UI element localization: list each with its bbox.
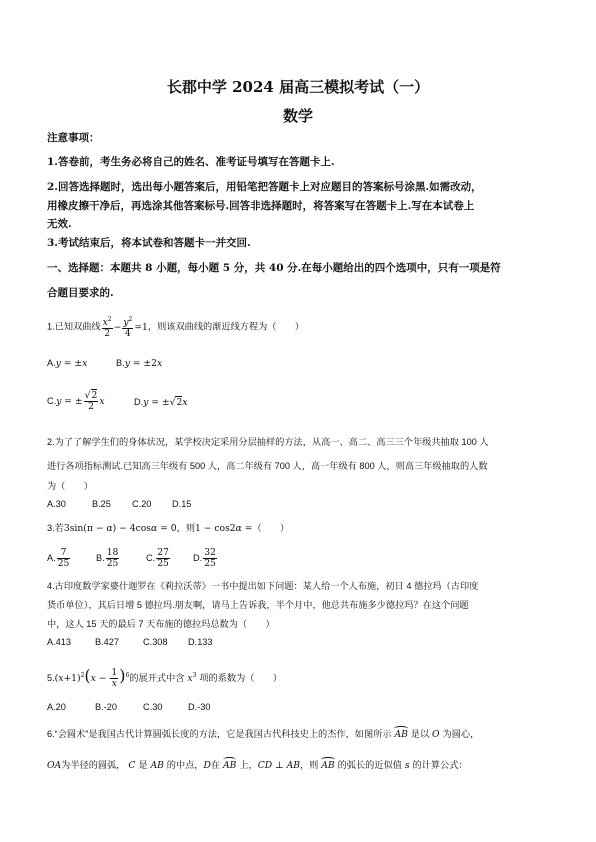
question-3: 3.若3sin(π − α) − 4cosα = 0，则1 − cos2α =（ ） — [47, 523, 290, 534]
notice-item: 2.回答选择题时，选出每小题答案后，用铅笔把答题卡上对应题目的答案标号涂黑.如需改动， — [47, 181, 482, 193]
q5-option-c: C.30 — [143, 702, 163, 712]
q2-option-a: A.30 — [47, 499, 66, 509]
notice-item: 1.答卷前，考生务必将自己的姓名、准考证号填写在答题卡上. — [47, 156, 335, 168]
q3-option-d: D. $\frac{32}{25}$ — [193, 547, 216, 569]
question-2-line: 2.为了了解学生们的身体状况，某学校决定采用分层抽样的方法，从高一、高二、高三三个年级共抽取 100 人 — [47, 437, 489, 447]
question-4-line: 货币单位），其后日增 5 德拉玛.朋友啊，请马上告诉我，半个月中，他总共布施多少德拉玛？在这个问题 — [47, 600, 469, 610]
question-4-line: 中，这人 15 天的最后 7 天布施的德拉玛总数为（ ） — [47, 619, 275, 629]
q1-option-b: B.y = ±2x — [116, 358, 163, 369]
q3-option-a: A. $\frac{7}{25}$ — [47, 547, 70, 569]
q5-option-b: B.-20 — [95, 702, 117, 712]
question-6-line2: OA为半径的圆弧， C 是 AB 的中点，D在 AB 上，CD ⊥ AB，则 AB 的弧长的近似值 s 的计算公式： — [47, 760, 468, 771]
q5-option-d: D.-30 — [188, 702, 211, 712]
section-heading: 一、选择题：本题共 8 小题，每小题 5 分，共 40 分.在每小题给出的四个选项中，只有一项是符 — [47, 262, 501, 274]
q3-option-c: C. $\frac{27}{25}$ — [146, 547, 169, 569]
question-1-prefix: 1.已知双曲线 — [47, 321, 101, 332]
notice-item: 用橡皮擦干净后，再选涂其他答案标号.回答非选择题时，将答案写在答题卡上.写在本试卷上 — [47, 200, 475, 212]
q2-option-c: C.20 — [132, 499, 152, 509]
q3-option-b: B. $\frac{18}{25}$ — [96, 547, 119, 569]
question-5: $5.(x+1)^2(x$ − $\frac{1}{x}$ )$^6$的展开式中含 $x^3$ 项的系数为（ ） — [47, 666, 283, 689]
q1-option-a: A.y = ±x — [47, 358, 88, 369]
question-2-line: 为（ ） — [47, 481, 93, 491]
q4-option-c: C.308 — [143, 637, 168, 647]
notice-item: 无效. — [47, 218, 72, 230]
notice-item: 3.考试结束后，将本试卷和答题卡一并交回. — [47, 237, 251, 249]
q3-formula: 3sin(π − α) − 4cosα = 0 — [63, 523, 177, 534]
question-1 — [47, 315, 304, 339]
question-1-suffix: ，则该双曲线的渐近线方程为（ ） — [147, 321, 305, 332]
question-6-line1: 6.“会圆术”是我国古代计算圆弧长度的方法，它是我国古代科技史上的杰作，如图所示 AB 是以 O 为圆心， — [47, 729, 480, 740]
q2-option-b: B.25 — [92, 499, 111, 509]
q4-option-b: B.427 — [95, 637, 120, 647]
question-2-line: 进行各项指标测试.已知高三年级有 500 人，高二年级有 700 人，高一年级有 800 人，则高三年级抽取的人数 — [47, 461, 488, 471]
q1-formula: $\frac{x^2}{2}$ − $\frac{y^2}{4}$ =1 — [102, 316, 148, 340]
q5-formula: $(x+1)^2(x$ − $\frac{1}{x}$ )$^6$ — [54, 666, 130, 689]
section-heading-cont: 合题目要求的. — [47, 287, 114, 299]
q5-option-a: A.20 — [47, 702, 66, 712]
page-title: 长郡中学 2024 届高三模拟考试（一） — [166, 78, 430, 96]
q1-option-d: D.y = ±√2x — [134, 397, 188, 408]
q4-option-a: A.413 — [47, 637, 72, 647]
q4-option-d: D.133 — [188, 637, 213, 647]
q3-expression: 1 − cos2α = — [195, 523, 253, 534]
question-4-line: 4.古印度数学家婆什迦罗在《莉拉沃蒂》一书中提出如下问题：某人给一个人布施，初日 4 德拉玛（古印度 — [47, 581, 479, 591]
notice-heading: 注意事项： — [47, 132, 100, 144]
q2-option-d: D.15 — [172, 499, 192, 509]
q5-term: $x^3$ — [187, 671, 197, 684]
subject-title: 数学 — [282, 107, 313, 125]
q1-option-c: C.y = ± $\frac{√2}{2}$ x — [47, 390, 105, 412]
